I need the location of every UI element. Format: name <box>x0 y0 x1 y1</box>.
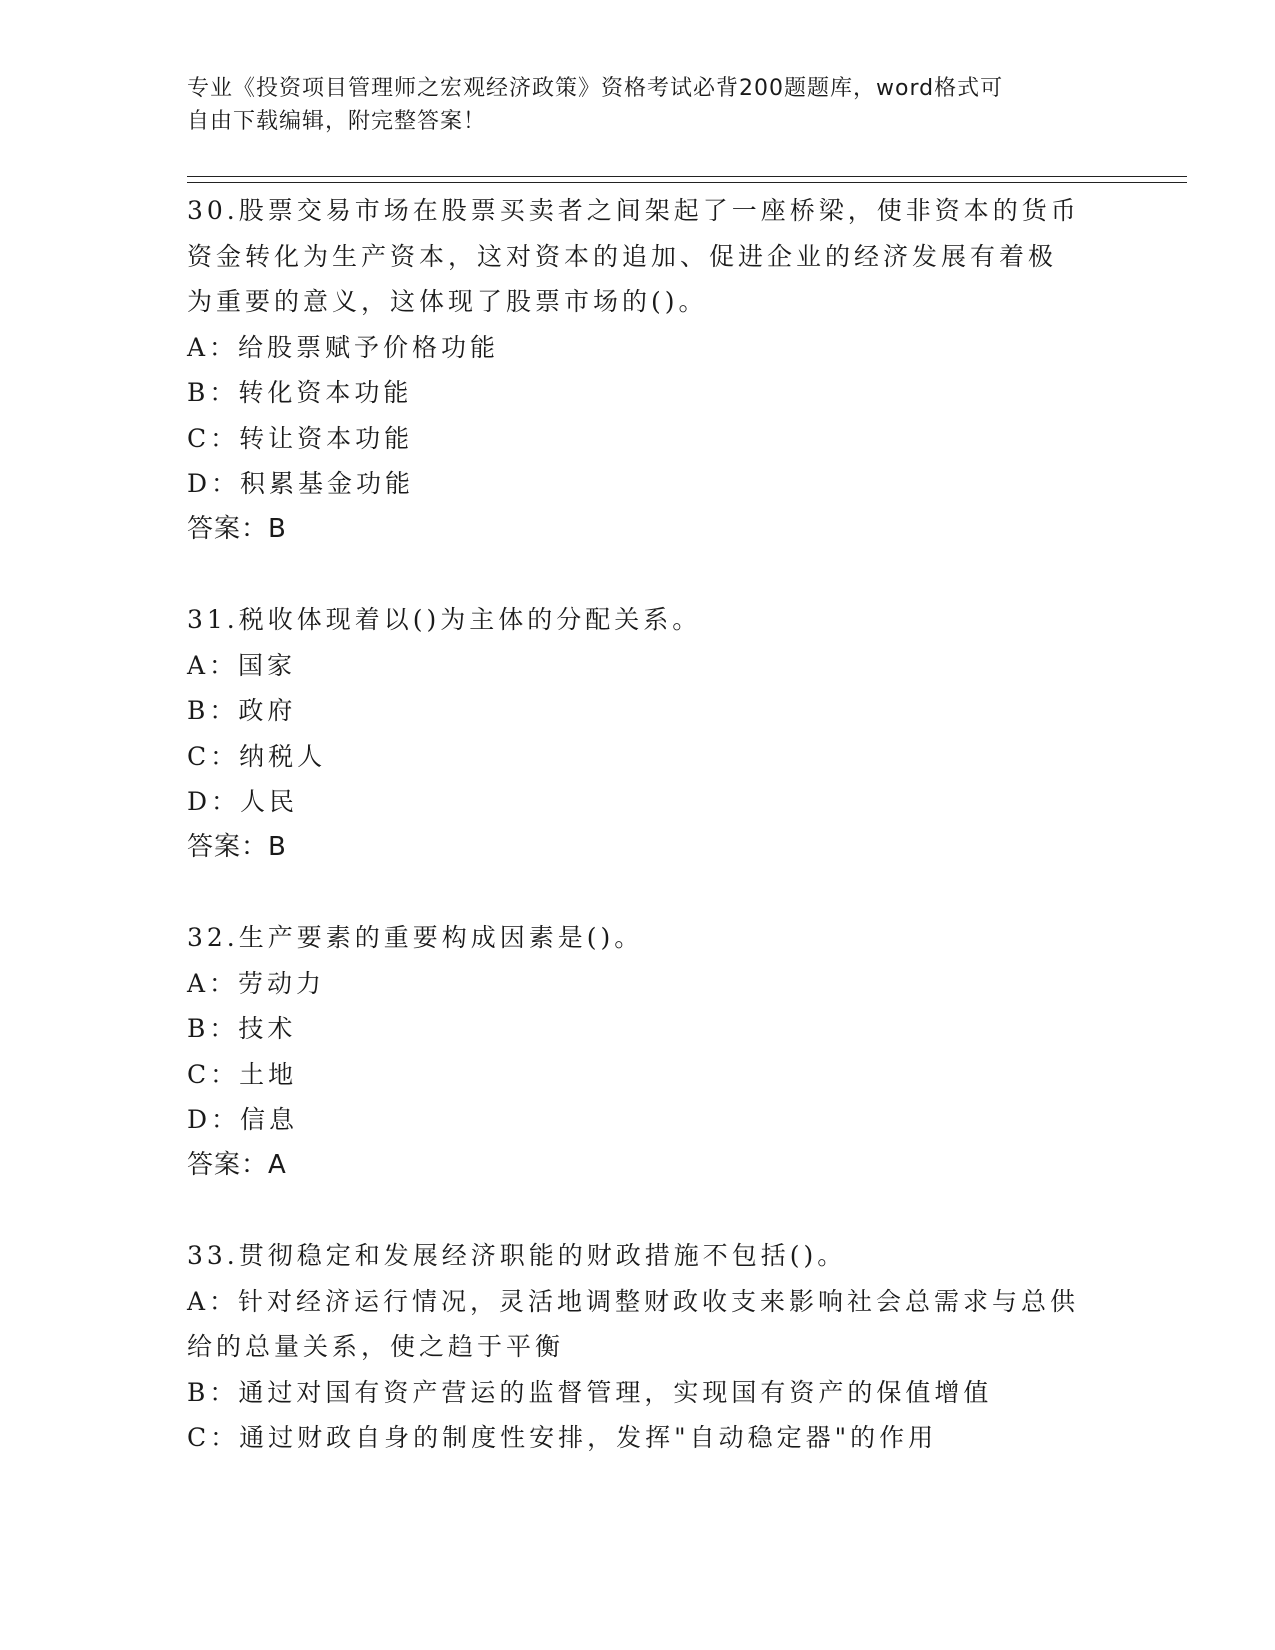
option-line: B：技术 <box>187 1014 297 1043</box>
question-block <box>187 915 1087 1188</box>
option-line: 给的总量关系，使之趋于平衡 <box>187 1332 565 1361</box>
question-spacer <box>187 870 1087 915</box>
question-block <box>187 597 1087 870</box>
option-line: A：国家 <box>187 650 297 680</box>
option-line: A：针对经济运行情况，灵活地调整财政收支来影响社会总需求与总供 <box>187 1286 1080 1316</box>
question-block <box>187 188 1087 552</box>
question-stem-line: 为重要的意义，这体现了股票市场的()。 <box>187 287 708 316</box>
option-line: D：信息 <box>187 1105 299 1134</box>
header-line-2: 自由下载编辑，附完整答案！ <box>187 109 487 134</box>
option-line: B：政府 <box>187 696 297 725</box>
option-line: A：劳动力 <box>187 968 326 998</box>
answer-line: 答案：B <box>187 513 287 544</box>
option-line: B：通过对国有资产营运的监督管理，实现国有资产的保值增值 <box>187 1377 993 1407</box>
header-divider-bottom <box>187 182 1187 183</box>
option-line: D：人民 <box>187 787 299 816</box>
question-stem-line: 31.税收体现着以()为主体的分配关系。 <box>187 605 702 634</box>
question-spacer <box>187 552 1087 597</box>
option-line: C：纳税人 <box>187 741 327 771</box>
document-header <box>187 72 1067 138</box>
question-stem-line: 32.生产要素的重要构成因素是()。 <box>187 923 644 952</box>
option-line: B：转化资本功能 <box>187 378 413 407</box>
option-line: C：转让资本功能 <box>187 423 414 453</box>
question-spacer <box>187 1188 1087 1233</box>
option-line: C：土地 <box>187 1059 298 1089</box>
answer-line: 答案：B <box>187 831 287 862</box>
header-line-1: 专业《投资项目管理师之宏观经济政策》资格考试必背200题题库，word格式可 <box>187 76 1004 101</box>
option-line: D：积累基金功能 <box>187 469 415 498</box>
question-block <box>187 1233 1087 1461</box>
question-stem-line: 30.股票交易市场在股票买卖者之间架起了一座桥梁，使非资本的货币 <box>187 196 1080 225</box>
option-line: A：给股票赋予价格功能 <box>187 332 500 362</box>
option-line: C：通过财政自身的制度性安排，发挥"自动稳定器"的作用 <box>187 1423 938 1452</box>
header-divider-top <box>187 176 1187 177</box>
question-stem-line: 33.贯彻稳定和发展经济职能的财政措施不包括()。 <box>187 1241 847 1270</box>
question-list <box>187 188 1087 1461</box>
question-stem-line: 资金转化为生产资本，这对资本的追加、促进企业的经济发展有着极 <box>187 241 1058 271</box>
answer-line: 答案：A <box>187 1149 287 1180</box>
